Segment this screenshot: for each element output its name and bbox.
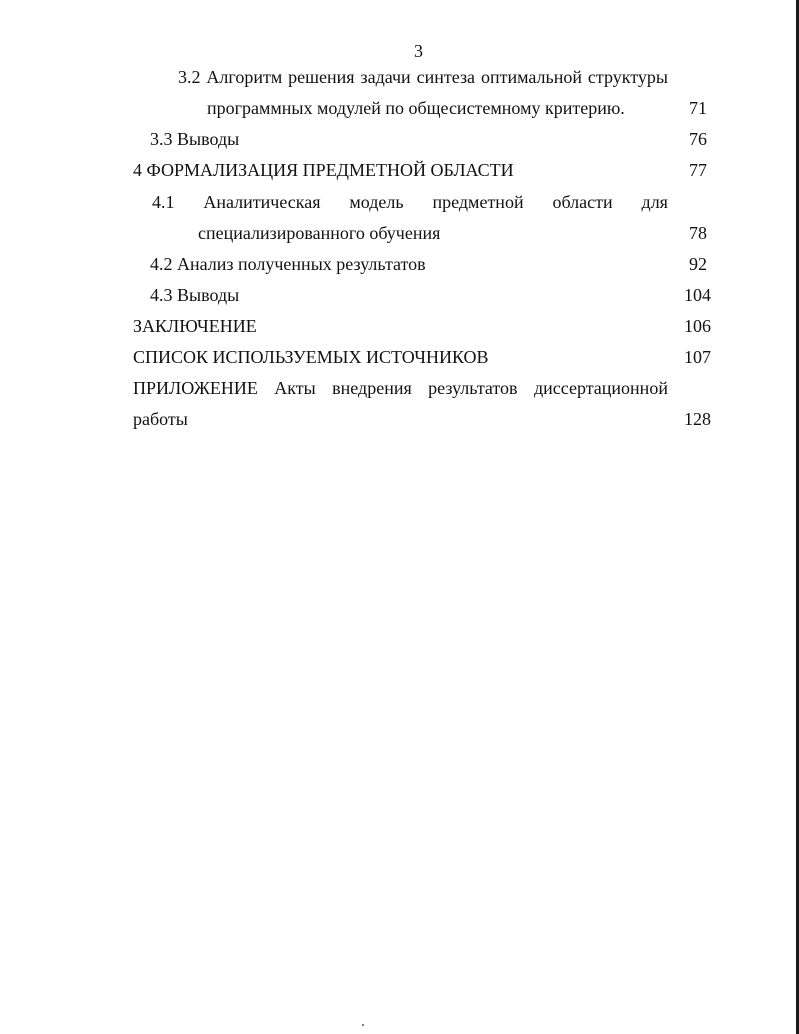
toc-word: 3.2 [178, 67, 201, 87]
toc-word: Аналитическая [203, 192, 321, 212]
toc-word: внедрения [332, 378, 412, 398]
toc-entry-4-1-line2: специализированного обучения [198, 223, 441, 243]
toc-entry-appendix-line1 [133, 377, 668, 399]
toc-entry-3-3-page: 76 [689, 129, 707, 149]
toc-entry-4-3-page: 104 [684, 285, 711, 305]
toc-entry-appendix-line2: работы [133, 409, 188, 429]
toc-entry-conclusion-page: 106 [684, 316, 711, 336]
toc-entry-4-page: 77 [689, 160, 707, 180]
toc-entry-sources-title: СПИСОК ИСПОЛЬЗУЕМЫХ ИСТОЧНИКОВ [133, 347, 489, 367]
toc-word: 4.1 [152, 192, 175, 212]
toc-word: результатов [428, 378, 518, 398]
toc-word: модель [349, 192, 404, 212]
page-number: 3 [414, 41, 423, 61]
toc-entry-3-2-page: 71 [689, 98, 707, 118]
toc-entry-4-2-page: 92 [689, 254, 707, 274]
toc-word: структуры [587, 67, 668, 87]
toc-entry-conclusion-title: ЗАКЛЮЧЕНИЕ [133, 316, 257, 336]
toc-word: для [641, 192, 668, 212]
toc-entry-3-3-title: 3.3 Выводы [150, 129, 240, 149]
toc-entry-3-2-line2: программных модулей по общесистемному критерию. [207, 98, 625, 118]
toc-word: Акты [274, 378, 316, 398]
toc-entry-4-3-title: 4.3 Выводы [150, 285, 240, 305]
toc-word: решения [288, 67, 355, 87]
toc-word: предметной [432, 192, 524, 212]
toc-entry-3-2-line1 [178, 66, 668, 88]
toc-word: Алгоритм [206, 67, 283, 87]
toc-entry-4-1-line1 [152, 191, 668, 213]
toc-word: синтеза [416, 67, 476, 87]
toc-entry-4-1-page: 78 [689, 223, 707, 243]
toc-word: задачи [360, 67, 411, 87]
toc-entry-4-title: 4 ФОРМАЛИЗАЦИЯ ПРЕДМЕТНОЙ ОБЛАСТИ [133, 160, 514, 180]
toc-word: ПРИЛОЖЕНИЕ [133, 378, 258, 398]
scan-speck [362, 1024, 364, 1026]
toc-word: области [552, 192, 613, 212]
toc-entry-sources-page: 107 [684, 347, 711, 367]
toc-word: диссертационной [533, 378, 668, 398]
toc-entry-appendix-page: 128 [684, 409, 711, 429]
toc-entry-4-2-title: 4.2 Анализ полученных результатов [150, 254, 426, 274]
toc-word: оптимальной [480, 67, 582, 87]
